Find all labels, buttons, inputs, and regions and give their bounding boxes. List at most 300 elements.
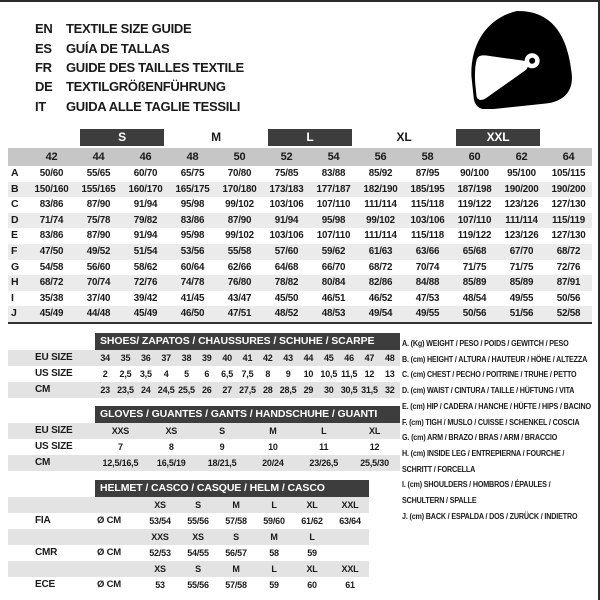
- measurement-value: 123/126: [504, 199, 539, 211]
- gloves-value: XS: [146, 423, 197, 439]
- measurement-value: 80/84: [310, 275, 357, 291]
- measurement-value: 83/86: [169, 213, 216, 229]
- shoes-value: 47: [359, 350, 379, 366]
- measurement-rows: [8, 166, 592, 323]
- shoes-value: 46: [339, 350, 359, 366]
- measurement-value: 105/115: [551, 168, 586, 179]
- language-row: [35, 38, 244, 57]
- diameter-label: [95, 561, 141, 577]
- measurement-value: 70/74: [75, 275, 122, 291]
- measurement-value: 107/110: [316, 230, 351, 242]
- measurement-value: 47/50: [28, 244, 75, 260]
- shoes-row-label: US SIZE: [8, 366, 95, 382]
- legend-item: C. (cm) CHEST / PECHO / POITRINE / TRUHE / PETTO: [402, 369, 577, 380]
- measurement-value: 60/64: [180, 261, 205, 273]
- gloves-title: GLOVES / GUANTES / GANTS / HANDSCHUHE / GUANTI: [95, 406, 400, 423]
- numeric-size: 52: [263, 148, 310, 166]
- shoes-title-spacer: [8, 333, 95, 350]
- measurement-value: 85/89: [451, 275, 498, 291]
- shoes-title: SHOES/ ZAPATOS / CHAUSSURES / SCHUHE / SCARPE: [95, 333, 400, 350]
- gloves-value: 11: [319, 442, 329, 452]
- helmet-value: 53/54: [149, 516, 171, 526]
- gloves-value: 25,5/30: [349, 455, 400, 471]
- shoes-row: [8, 366, 400, 382]
- measurement-value: 44/48: [75, 306, 122, 323]
- helmet-value: 61/62: [301, 516, 323, 526]
- helmet-value: XXL: [331, 561, 369, 577]
- measurement-value: 85/89: [498, 275, 545, 291]
- measurement-value: 70/80: [227, 168, 252, 179]
- gloves-rows: [8, 423, 400, 471]
- measurement-value: 68/72: [368, 261, 393, 273]
- measurement-row: [8, 291, 592, 307]
- legend-item: G. (cm) ARM / BRAZO / BRAS / ARM / BRACCIO: [402, 432, 558, 443]
- gloves-row: [8, 455, 400, 471]
- shoes-value: 5: [184, 369, 189, 379]
- language-row: [35, 77, 244, 96]
- helmet-value: M: [217, 561, 255, 577]
- helmet-row-label: [8, 561, 95, 577]
- measurement-value: 115/118: [411, 199, 444, 211]
- guide-title: GUIDA ALLE TAGLIE TESSILI: [66, 98, 241, 114]
- measurement-value: 84/88: [404, 275, 451, 291]
- shoes-rows: [8, 350, 400, 398]
- helmet-row: [8, 513, 369, 529]
- legend-item: F. (cm) TIGH / MUSLO / CUISSE / SCHENKEL / COSCIA: [402, 416, 580, 427]
- language-row: [35, 97, 244, 116]
- helmet-value: 55/56: [187, 516, 209, 526]
- measurement-value: 111/114: [364, 230, 397, 242]
- measurement-value: 72/76: [122, 275, 169, 291]
- measurement-value: 46/52: [368, 292, 393, 304]
- helmet-value: [331, 529, 369, 545]
- shoes-value: 23,5: [115, 382, 135, 398]
- gloves-value: 8: [168, 442, 174, 452]
- measurement-value: 39/42: [133, 292, 158, 304]
- measurement-value: 71/75: [462, 261, 487, 273]
- helmet-value: 54/55: [187, 548, 209, 558]
- measurement-row: [8, 244, 592, 260]
- size-group-label: M: [211, 130, 221, 144]
- shoes-value: 6,5: [221, 369, 234, 379]
- measurement-value: 185/195: [404, 182, 451, 198]
- measurement-legend: [402, 336, 594, 524]
- measurement-value: 103/106: [404, 213, 451, 229]
- helmet-row-label: ECE: [8, 577, 95, 593]
- shoes-value: 25,5: [176, 382, 196, 398]
- helmet-value: 56/57: [225, 548, 247, 558]
- gloves-value: M: [247, 423, 298, 439]
- measurement-value: 68/72: [28, 275, 75, 291]
- measurement-value: 71/75: [509, 261, 534, 273]
- measurement-value: 41/45: [180, 292, 205, 304]
- diameter-label: [95, 497, 141, 513]
- measurement-value: 91/94: [133, 199, 158, 211]
- measurement-value: 68/72: [545, 244, 592, 260]
- measurement-letter: E: [11, 229, 18, 242]
- size-group-cell: [169, 127, 263, 148]
- gloves-value: 7: [118, 442, 123, 452]
- measurement-value: 190/200: [545, 182, 592, 198]
- measurement-row: [8, 228, 592, 244]
- helmet-value: L: [255, 561, 293, 577]
- helmet-value: 53: [155, 580, 165, 590]
- helmet-value: 63/64: [339, 516, 361, 526]
- helmet-value: 59/60: [263, 516, 285, 526]
- measurement-value: 87/90: [216, 213, 263, 229]
- legend-item: A. (Kg) WEIGHT / PESO / POIDS / GEWITCH / PESO: [402, 338, 569, 348]
- numeric-size: 50: [216, 148, 263, 166]
- measurement-letter: I: [11, 291, 14, 304]
- measurement-value: 65/68: [451, 244, 498, 260]
- measurement-value: 47/53: [415, 292, 440, 304]
- measurement-value: 78/82: [263, 275, 310, 291]
- measurement-value: 59/62: [310, 244, 357, 260]
- helmet-title: HELMET / CASCO / CASQUE / HELM / CASCO: [95, 480, 369, 497]
- shoes-value: 37: [156, 350, 176, 366]
- measurement-value: 87/91: [545, 275, 592, 291]
- measurement-value: 95/98: [310, 213, 357, 229]
- shoes-value: 9: [285, 369, 291, 379]
- helmet-value: 55/56: [187, 580, 209, 590]
- measurement-value: 177/187: [310, 182, 357, 198]
- measurement-value: 60/70: [133, 168, 158, 179]
- language-title-list: [35, 19, 244, 116]
- shoes-title-row: [8, 333, 400, 350]
- shoes-value: 29: [298, 382, 318, 398]
- main-size-table: [8, 127, 592, 324]
- helmet-value: 59: [269, 580, 279, 590]
- numeric-size: 46: [122, 148, 169, 166]
- gloves-value: XL: [349, 423, 400, 439]
- measurement-value: 51/56: [498, 306, 545, 323]
- gloves-value: 12,5/16,5: [95, 455, 146, 471]
- gloves-row-label: US SIZE: [8, 439, 95, 455]
- helmet-value: 57/58: [225, 516, 247, 526]
- measurement-value: 74/78: [169, 275, 216, 291]
- shoes-value: 24: [136, 382, 156, 398]
- helmet-value: XS: [141, 497, 179, 513]
- shoes-value: 38: [176, 350, 196, 366]
- shoes-value: 32: [380, 382, 400, 398]
- gloves-row-label: CM: [8, 455, 95, 471]
- shoes-row-label: EU SIZE: [8, 350, 95, 366]
- shoes-row: [8, 350, 400, 366]
- measurement-value: 111/114: [364, 199, 397, 211]
- measurement-letter: D: [8, 213, 28, 229]
- helmet-row-label: FIA: [8, 513, 95, 529]
- shoes-value: 48: [380, 350, 400, 366]
- shoes-value: 12: [364, 369, 375, 379]
- numeric-size: 60: [451, 148, 498, 166]
- measurement-row: [8, 306, 592, 323]
- gloves-value: S: [197, 423, 248, 439]
- size-group-cell: [451, 127, 545, 148]
- size-group-label: XXL: [456, 129, 540, 146]
- shoes-value: 4: [163, 369, 169, 379]
- measurement-value: 49/54: [357, 306, 404, 323]
- measurement-value: 107/110: [451, 213, 498, 229]
- language-code: EN: [35, 21, 53, 37]
- shoes-value: 13: [384, 369, 395, 379]
- legend-item: B. (cm) HEIGHT / ALTURA / HAUTEUR / HÖHE / ALTEZZA: [402, 353, 588, 364]
- numeric-size: 58: [404, 148, 451, 166]
- measurement-value: 190/200: [498, 182, 545, 198]
- size-group-cell: [263, 127, 357, 148]
- measurement-letter: H: [8, 275, 28, 291]
- measurement-value: 115/118: [411, 230, 444, 242]
- diameter-label: Ø CM: [97, 515, 122, 526]
- measurement-value: 155/165: [75, 182, 122, 198]
- numeric-size: 56: [357, 148, 404, 166]
- gloves-row-label: EU SIZE: [8, 423, 95, 439]
- numeric-size: 54: [310, 148, 357, 166]
- measurement-value: 87/90: [86, 230, 111, 242]
- shoes-value: 24,5: [156, 382, 176, 398]
- measurement-value: 49/55: [509, 292, 534, 304]
- legend-item: E. (cm) HIP / CADERA / HANCHE / HÜFTE / HIPS / BACINO: [402, 400, 591, 411]
- shoes-value: 28,5: [278, 382, 298, 398]
- legend-item: J. (cm) BACK / ESPALDA / DOS / ZURÜCK / INDIETRO: [402, 510, 578, 521]
- numeric-size: 48: [169, 148, 216, 166]
- shoes-value: 36: [136, 350, 156, 366]
- guide-title: GUIDE DES TAILLES TEXTILE: [66, 59, 244, 75]
- measurement-row: [8, 260, 592, 276]
- shoes-value: 34: [95, 350, 115, 366]
- legend-item: I. (cm) SHOULDERS / HOMBROS / ÉPAULES / SCHULTERN / SPALLE: [402, 479, 551, 506]
- shoes-value: 10,5: [320, 369, 338, 379]
- measurement-letter: J: [8, 306, 28, 323]
- measurement-value: 48/54: [462, 292, 487, 304]
- measurement-value: 64/68: [274, 261, 299, 273]
- measurement-value: 63/66: [404, 244, 451, 260]
- measurement-value: 79/82: [122, 213, 169, 229]
- helmet-row: [8, 577, 369, 593]
- helmet-value: 58: [269, 548, 279, 558]
- helmet-row: [8, 497, 369, 513]
- measurement-value: 61/63: [357, 244, 404, 260]
- shoes-table: [8, 333, 400, 398]
- helmet-value: M: [217, 497, 255, 513]
- measurement-value: 70/74: [415, 261, 440, 273]
- measurement-value: 83/88: [321, 168, 346, 179]
- measurement-row: [8, 213, 592, 229]
- measurement-value: 182/190: [357, 182, 404, 198]
- measurement-value: 91/94: [263, 213, 310, 229]
- helmet-value: S: [217, 529, 255, 545]
- helmet-rows: [8, 497, 369, 593]
- helmet-value: XXL: [331, 497, 369, 513]
- measurement-value: 95/100: [507, 168, 536, 179]
- language-code: IT: [35, 98, 46, 114]
- shoes-value: 3,5: [139, 369, 152, 379]
- measurement-value: 82/86: [357, 275, 404, 291]
- measurement-value: 35/38: [39, 292, 64, 304]
- gloves-value: XXS: [95, 423, 146, 439]
- helmet-title-row: [8, 480, 369, 497]
- measurement-letter: C: [11, 198, 19, 211]
- measurement-value: 85/92: [368, 168, 393, 179]
- shoes-value: 40: [217, 350, 237, 366]
- measurement-row: [8, 182, 592, 198]
- measurement-value: 119/122: [457, 199, 492, 211]
- measurement-value: 37/40: [86, 292, 111, 304]
- measurement-row: [8, 197, 592, 213]
- measurement-value: 53/56: [169, 244, 216, 260]
- helmet-value: 61: [345, 580, 355, 590]
- gloves-value: 10: [268, 442, 278, 452]
- measurement-value: 119/122: [457, 230, 492, 242]
- measurement-value: 173/183: [263, 182, 310, 198]
- helmet-table: [8, 480, 369, 593]
- measurement-value: 54/58: [39, 261, 64, 273]
- measurement-value: 62/66: [227, 261, 252, 273]
- shoes-value: 23: [95, 382, 115, 398]
- helmet-row: [8, 545, 369, 561]
- helmet-value: S: [179, 497, 217, 513]
- measurement-value: 165/175: [169, 182, 216, 198]
- measurement-value: 48/52: [263, 306, 310, 323]
- measurement-value: 187/198: [451, 182, 498, 198]
- diameter-label: Ø CM: [97, 579, 122, 590]
- helmet-value: XS: [179, 529, 217, 545]
- gloves-value: 16,5/19: [146, 455, 197, 471]
- shoes-value: 10: [303, 369, 314, 379]
- guide-title: TEXTILGRÖßENFÜHRUNG: [66, 79, 226, 95]
- measurement-value: 111/114: [498, 213, 545, 229]
- language-row: [35, 58, 244, 77]
- measurement-letter: B: [8, 182, 28, 198]
- measurement-value: 83/86: [39, 230, 64, 242]
- helmet-value: [331, 545, 369, 561]
- measurement-value: 87/90: [86, 199, 111, 211]
- helmet-value: S: [179, 561, 217, 577]
- measurement-row: [8, 275, 592, 291]
- measurement-value: 72/76: [556, 261, 581, 273]
- size-group-label: L: [268, 129, 352, 146]
- diameter-label: [95, 529, 141, 545]
- language-code: ES: [35, 40, 52, 56]
- measurement-value: 75/78: [75, 213, 122, 229]
- gloves-value: 12: [369, 442, 380, 452]
- measurement-value: 51/54: [122, 244, 169, 260]
- gloves-table: [8, 406, 400, 471]
- measurement-value: 52/58: [545, 306, 592, 323]
- measurement-value: 57/60: [263, 244, 310, 260]
- gloves-row: [8, 423, 400, 439]
- measurement-value: 66/70: [321, 261, 346, 273]
- gloves-value: 20/24: [247, 455, 298, 471]
- measurement-value: 67/70: [498, 244, 545, 260]
- helmet-value: XS: [141, 561, 179, 577]
- helmet-value: XXS: [141, 529, 179, 545]
- shoes-value: 28: [258, 382, 278, 398]
- measurement-value: 99/102: [357, 213, 404, 229]
- helmet-row-label: CMR: [8, 545, 95, 561]
- shoes-value: 35: [115, 350, 135, 366]
- helmet-value: 60: [307, 580, 317, 590]
- measurement-value: 56/60: [86, 261, 111, 273]
- helmet-row-label: [8, 497, 95, 513]
- measurement-value: 46/50: [169, 306, 216, 323]
- gloves-title-row: [8, 406, 400, 423]
- helmet-title-spacer: [8, 480, 95, 497]
- measurement-value: 95/98: [180, 199, 205, 211]
- shoes-row-label: CM: [8, 382, 95, 398]
- measurement-row: [8, 166, 592, 182]
- gloves-row: [8, 439, 400, 455]
- helmet-row: [8, 561, 369, 577]
- numeric-size: 62: [498, 148, 545, 166]
- measurement-value: 87/95: [415, 168, 440, 179]
- helmet-row: [8, 529, 369, 545]
- shoes-value: 2,5: [119, 369, 132, 379]
- helmet-value: L: [255, 497, 293, 513]
- measurement-value: 45/49: [28, 306, 75, 323]
- measurement-value: 58/62: [133, 261, 158, 273]
- measurement-value: 103/106: [269, 199, 304, 211]
- size-group-label: XL: [396, 130, 412, 144]
- measurement-value: 99/102: [225, 199, 254, 211]
- measurement-value: 99/102: [225, 230, 254, 242]
- size-group-cell: [357, 127, 451, 148]
- measurement-value: 76/80: [216, 275, 263, 291]
- gloves-title-spacer: [8, 406, 95, 423]
- numeric-row-spacer: [8, 148, 28, 166]
- measurement-value: 95/98: [180, 230, 205, 242]
- shoes-value: 43: [278, 350, 298, 366]
- measurement-value: 90/100: [460, 168, 489, 179]
- measurement-value: 43/47: [227, 292, 252, 304]
- size-group-row: [8, 127, 592, 148]
- language-code: DE: [35, 79, 53, 95]
- measurement-value: 45/50: [274, 292, 299, 304]
- shoes-value: 11,5: [340, 369, 358, 379]
- helmet-value: 57/58: [225, 580, 247, 590]
- gloves-value: L: [298, 423, 349, 439]
- shoes-value: 30: [319, 382, 339, 398]
- measurement-value: 123/126: [504, 230, 539, 242]
- numeric-size: 42: [28, 148, 75, 166]
- shoes-value: 7,5: [241, 369, 254, 379]
- numeric-size-row: [8, 148, 592, 166]
- measurement-value: 127/130: [551, 230, 586, 242]
- measurement-value: 170/180: [216, 182, 263, 198]
- measurement-value: 55/58: [216, 244, 263, 260]
- measurement-value: 91/94: [133, 230, 158, 242]
- measurement-value: 160/170: [122, 182, 169, 198]
- measurement-value: 49/55: [404, 306, 451, 323]
- measurement-value: 46/51: [321, 292, 346, 304]
- shoes-value: 45: [319, 350, 339, 366]
- measurement-value: 45/49: [122, 306, 169, 323]
- measurement-value: 103/106: [269, 230, 304, 242]
- diameter-label: Ø CM: [97, 547, 122, 558]
- measurement-value: 48/53: [310, 306, 357, 323]
- measurement-value: 50/56: [556, 292, 581, 304]
- shoes-value: 39: [197, 350, 217, 366]
- gloves-value: 18/21,5: [197, 455, 248, 471]
- group-row-spacer: [8, 127, 75, 148]
- accessory-tables: [8, 333, 400, 593]
- size-group-cell: [75, 127, 169, 148]
- measurement-value: 47/51: [216, 306, 263, 323]
- measurement-value: 150/160: [28, 182, 75, 198]
- measurement-value: 127/130: [551, 199, 586, 211]
- measurement-letter: A: [11, 167, 19, 179]
- shoes-value: 27: [217, 382, 237, 398]
- helmet-value: 52/53: [149, 548, 171, 558]
